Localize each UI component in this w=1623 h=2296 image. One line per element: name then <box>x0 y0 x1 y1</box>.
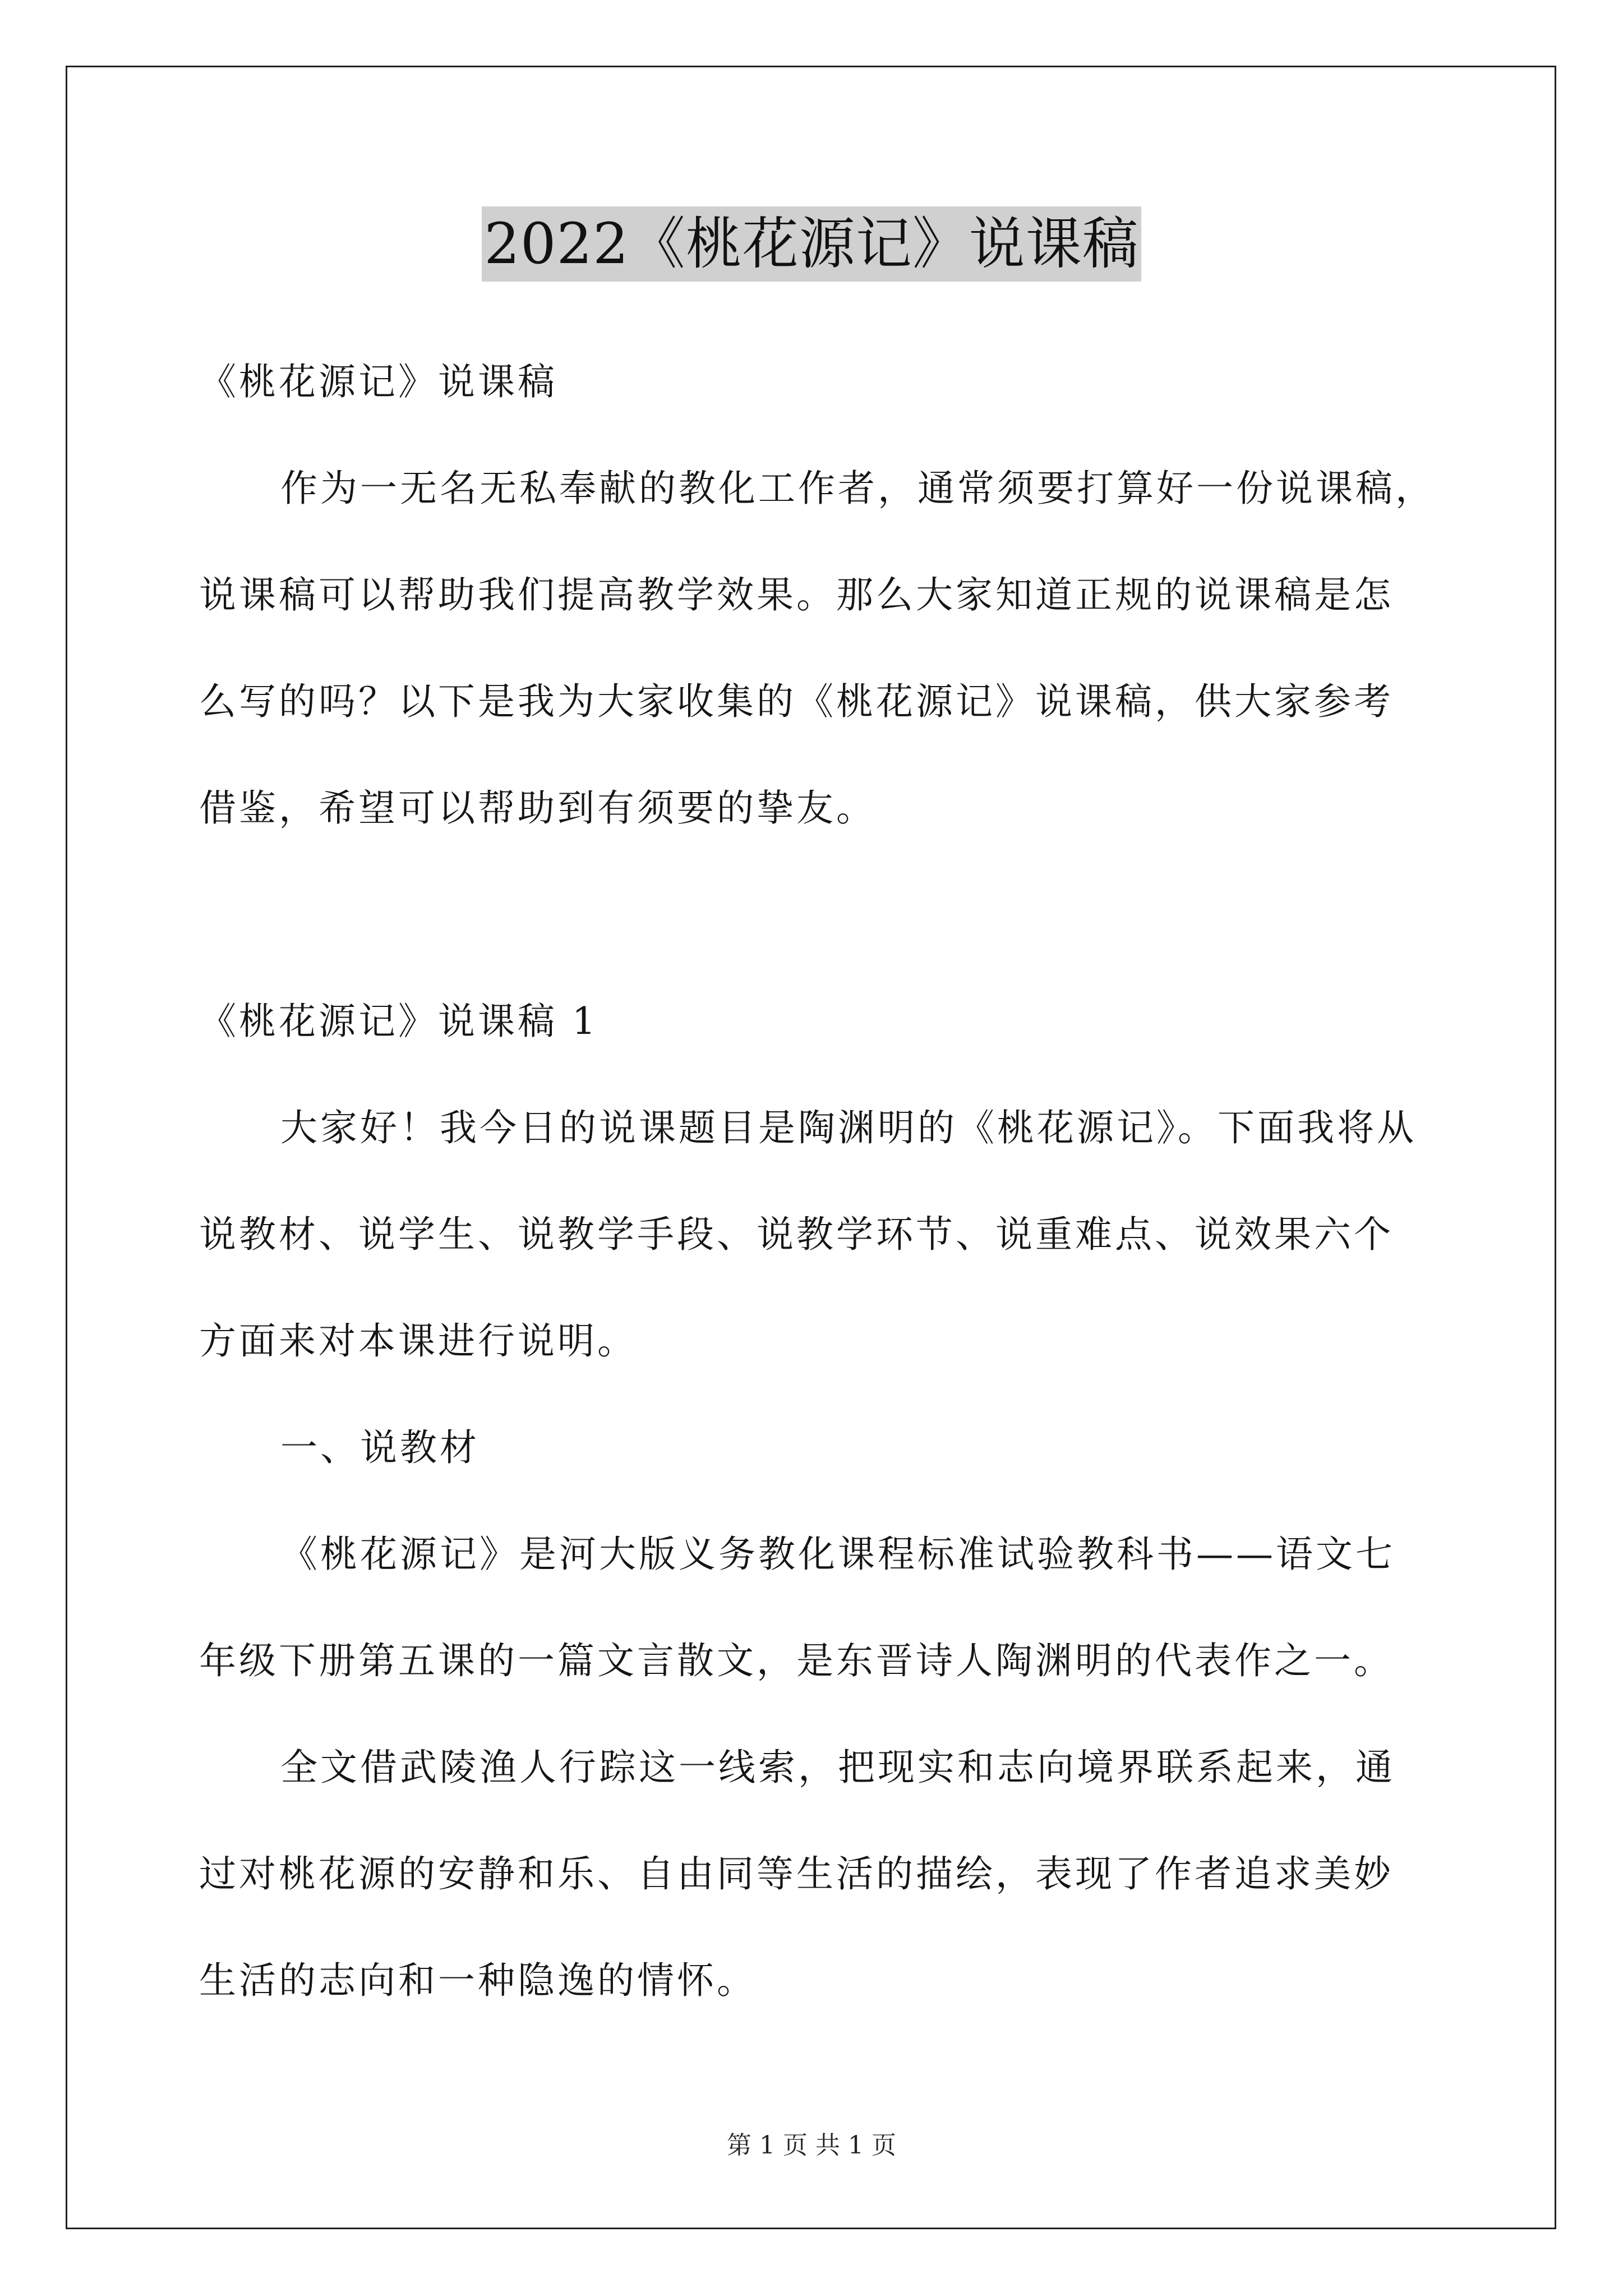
paragraph-line: 借鉴，希望可以帮助到有须要的挚友。 <box>199 786 876 830</box>
paragraph-line: 《桃花源记》是河大版义务教化课程标准试验教科书——语文七 <box>280 1533 1395 1576</box>
section-heading: 《桃花源记》说课稿 1 <box>199 1000 598 1043</box>
paragraph-line: 生活的志向和一种隐逸的情怀。 <box>199 1959 757 2002</box>
paragraph-line: 说课稿可以帮助我们提高教学效果。那么大家知道正规的说课稿是怎 <box>199 573 1394 616</box>
paragraph-line: 年级下册第五课的一篇文言散文，是东晋诗人陶渊明的代表作之一。 <box>199 1639 1394 1682</box>
page-footer: 第 1 页 共 1 页 <box>727 2131 896 2160</box>
paragraph-line: 大家好！我今日的说课题目是陶渊明的《桃花源记》。下面我将从 <box>280 1106 1417 1149</box>
subsection-heading: 一、说教材 <box>280 1426 479 1469</box>
paragraph-line: 说教材、说学生、说教学手段、说教学环节、说重难点、说效果六个 <box>199 1213 1394 1256</box>
document-title: 2022《桃花源记》说课稿 <box>482 206 1141 282</box>
paragraph-line: 方面来对本课进行说明。 <box>199 1319 637 1363</box>
paragraph-line: 么写的吗？以下是我为大家收集的《桃花源记》说课稿，供大家参考 <box>199 680 1394 723</box>
subtitle-line: 《桃花源记》说课稿 <box>199 360 557 403</box>
paragraph-line: 全文借武陵渔人行踪这一线索，把现实和志向境界联系起来，通 <box>280 1746 1395 1789</box>
paragraph-line: 过对桃花源的安静和乐、自由同等生活的描绘，表现了作者追求美妙 <box>199 1852 1394 1895</box>
paragraph-line: 作为一无名无私奉献的教化工作者，通常须要打算好一份说课稿， <box>280 467 1435 510</box>
title-container <box>0 206 1623 282</box>
